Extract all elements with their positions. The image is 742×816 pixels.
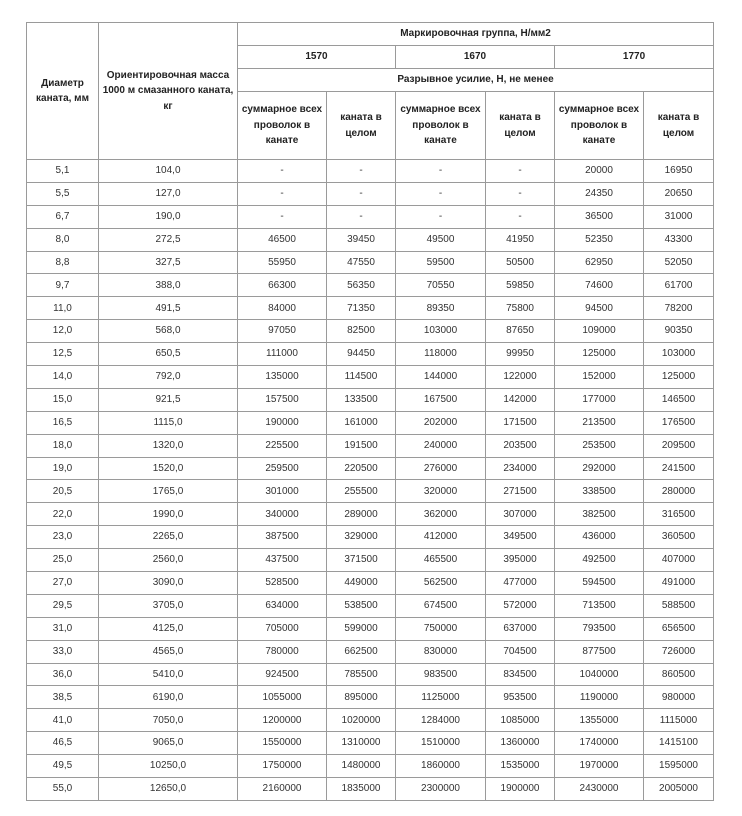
cell-1570-sum-wires: 924500 [238,663,327,686]
cell-1770-sum-wires: 1355000 [555,709,644,732]
cell-1670-sum-wires: 240000 [396,434,486,457]
cell-diameter: 6,7 [27,205,99,228]
cell-1570-sum-wires: 135000 [238,366,327,389]
cell-1770-rope-whole: 43300 [644,228,714,251]
cell-1570-sum-wires: 634000 [238,594,327,617]
cell-mass: 4125,0 [99,617,238,640]
cell-1770-rope-whole: 656500 [644,617,714,640]
cell-1770-sum-wires: 36500 [555,205,644,228]
cell-1670-sum-wires: 276000 [396,457,486,480]
cell-1570-sum-wires: 55950 [238,251,327,274]
cell-1770-sum-wires: 338500 [555,480,644,503]
cell-1570-sum-wires: - [238,160,327,183]
cell-1570-sum-wires: 1750000 [238,755,327,778]
cell-1770-rope-whole: 176500 [644,411,714,434]
cell-1670-sum-wires: 830000 [396,640,486,663]
cell-1670-sum-wires: - [396,160,486,183]
cell-1570-rope-whole: 785500 [327,663,396,686]
cell-1570-rope-whole: 662500 [327,640,396,663]
cell-1770-sum-wires: 436000 [555,526,644,549]
cell-1770-rope-whole: 980000 [644,686,714,709]
cell-1770-rope-whole: 20650 [644,182,714,205]
cell-1770-sum-wires: 1740000 [555,732,644,755]
cell-diameter: 25,0 [27,549,99,572]
cell-1570-sum-wires: 66300 [238,274,327,297]
cell-1670-rope-whole: 953500 [486,686,555,709]
cell-diameter: 23,0 [27,526,99,549]
cell-mass: 921,5 [99,388,238,411]
cell-1570-sum-wires: 46500 [238,228,327,251]
cell-1570-sum-wires: 190000 [238,411,327,434]
cell-1770-rope-whole: 726000 [644,640,714,663]
header-1670-sum-wires: суммарное всех проволок в канате [396,92,486,160]
cell-1770-rope-whole: 588500 [644,594,714,617]
cell-1670-rope-whole: 1085000 [486,709,555,732]
cell-1770-sum-wires: 109000 [555,320,644,343]
cell-mass: 792,0 [99,366,238,389]
table-row [27,205,714,228]
cell-mass: 5410,0 [99,663,238,686]
cell-1670-sum-wires: 1125000 [396,686,486,709]
cell-diameter: 41,0 [27,709,99,732]
cell-1770-rope-whole: 491000 [644,572,714,595]
cell-1770-sum-wires: 382500 [555,503,644,526]
cell-1770-rope-whole: 125000 [644,366,714,389]
cell-1570-rope-whole: 1480000 [327,755,396,778]
cell-mass: 190,0 [99,205,238,228]
cell-mass: 1990,0 [99,503,238,526]
cell-1570-rope-whole: 114500 [327,366,396,389]
cell-mass: 388,0 [99,274,238,297]
cell-diameter: 27,0 [27,572,99,595]
cell-1770-sum-wires: 793500 [555,617,644,640]
header-breaking-force: Разрывное усилие, Н, не менее [238,69,714,92]
cell-1570-sum-wires: 84000 [238,297,327,320]
cell-1670-sum-wires: 49500 [396,228,486,251]
cell-1570-rope-whole: 1835000 [327,778,396,801]
table-row [27,503,714,526]
cell-1570-sum-wires: 97050 [238,320,327,343]
cell-1670-sum-wires: 103000 [396,320,486,343]
cell-1570-rope-whole: 133500 [327,388,396,411]
cell-1570-sum-wires: 301000 [238,480,327,503]
cell-1770-rope-whole: 61700 [644,274,714,297]
cell-1770-sum-wires: 20000 [555,160,644,183]
cell-1670-rope-whole: 1900000 [486,778,555,801]
table-row [27,640,714,663]
cell-1770-rope-whole: 360500 [644,526,714,549]
table-row [27,686,714,709]
cell-1670-sum-wires: 983500 [396,663,486,686]
cell-diameter: 12,5 [27,343,99,366]
table-body [27,160,714,801]
cell-mass: 1115,0 [99,411,238,434]
cell-1570-sum-wires: 111000 [238,343,327,366]
cell-1670-rope-whole: 637000 [486,617,555,640]
cell-1770-sum-wires: 24350 [555,182,644,205]
table-row [27,549,714,572]
cell-1570-rope-whole: 39450 [327,228,396,251]
cell-mass: 4565,0 [99,640,238,663]
cell-1670-sum-wires: 562500 [396,572,486,595]
table-header [27,23,714,160]
cell-1570-rope-whole: 94450 [327,343,396,366]
cell-1770-sum-wires: 152000 [555,366,644,389]
cell-1770-sum-wires: 292000 [555,457,644,480]
header-group-1770: 1770 [555,46,714,69]
cell-1770-sum-wires: 492500 [555,549,644,572]
cell-1770-rope-whole: 1115000 [644,709,714,732]
table-row [27,388,714,411]
cell-1670-rope-whole: 395000 [486,549,555,572]
cell-1770-rope-whole: 407000 [644,549,714,572]
cell-1670-rope-whole: 234000 [486,457,555,480]
cell-mass: 650,5 [99,343,238,366]
table-row [27,160,714,183]
rope-strength-table-container [26,22,714,801]
cell-1570-rope-whole: 255500 [327,480,396,503]
cell-1670-sum-wires: - [396,205,486,228]
cell-1670-rope-whole: - [486,205,555,228]
cell-mass: 568,0 [99,320,238,343]
cell-diameter: 16,5 [27,411,99,434]
cell-1670-rope-whole: 1535000 [486,755,555,778]
cell-1570-rope-whole: 191500 [327,434,396,457]
cell-1570-rope-whole: 71350 [327,297,396,320]
cell-diameter: 55,0 [27,778,99,801]
table-row [27,411,714,434]
cell-diameter: 22,0 [27,503,99,526]
header-group-1670: 1670 [396,46,555,69]
cell-1670-sum-wires: 167500 [396,388,486,411]
cell-diameter: 15,0 [27,388,99,411]
cell-1770-rope-whole: 90350 [644,320,714,343]
table-row [27,755,714,778]
rope-strength-table [26,22,714,801]
cell-1770-rope-whole: 103000 [644,343,714,366]
cell-1570-rope-whole: 289000 [327,503,396,526]
cell-1670-sum-wires: 412000 [396,526,486,549]
cell-1670-sum-wires: 362000 [396,503,486,526]
header-1570-rope-whole: каната в целом [327,92,396,160]
cell-1570-rope-whole: 82500 [327,320,396,343]
cell-1570-sum-wires: - [238,182,327,205]
cell-mass: 3090,0 [99,572,238,595]
cell-1570-sum-wires: 2160000 [238,778,327,801]
cell-mass: 3705,0 [99,594,238,617]
header-mass: Ориентировочная масса 1000 м смазанного каната, кг [99,23,238,160]
table-row [27,228,714,251]
cell-1670-sum-wires: 320000 [396,480,486,503]
cell-diameter: 20,5 [27,480,99,503]
cell-mass: 2265,0 [99,526,238,549]
cell-1570-rope-whole: 449000 [327,572,396,595]
table-row [27,274,714,297]
cell-1670-sum-wires: 202000 [396,411,486,434]
cell-1670-rope-whole: 87650 [486,320,555,343]
cell-1670-rope-whole: 75800 [486,297,555,320]
cell-1770-sum-wires: 125000 [555,343,644,366]
cell-1570-sum-wires: 528500 [238,572,327,595]
table-row [27,617,714,640]
cell-diameter: 5,5 [27,182,99,205]
cell-1770-sum-wires: 2430000 [555,778,644,801]
cell-1570-sum-wires: 1550000 [238,732,327,755]
cell-1570-rope-whole: 371500 [327,549,396,572]
cell-1570-rope-whole: - [327,205,396,228]
cell-diameter: 19,0 [27,457,99,480]
cell-1670-sum-wires: 1284000 [396,709,486,732]
cell-diameter: 46,5 [27,732,99,755]
cell-1770-rope-whole: 1415100 [644,732,714,755]
cell-1570-rope-whole: 47550 [327,251,396,274]
table-row [27,663,714,686]
cell-1670-rope-whole: 834500 [486,663,555,686]
cell-1670-rope-whole: 142000 [486,388,555,411]
cell-diameter: 5,1 [27,160,99,183]
cell-1570-rope-whole: 538500 [327,594,396,617]
cell-1670-rope-whole: 477000 [486,572,555,595]
cell-1770-rope-whole: 31000 [644,205,714,228]
cell-1570-sum-wires: 705000 [238,617,327,640]
header-1770-sum-wires: суммарное всех проволок в канате [555,92,644,160]
cell-mass: 2560,0 [99,549,238,572]
cell-mass: 1320,0 [99,434,238,457]
cell-1670-rope-whole: - [486,182,555,205]
cell-diameter: 14,0 [27,366,99,389]
cell-1770-rope-whole: 316500 [644,503,714,526]
table-row [27,480,714,503]
cell-1770-rope-whole: 78200 [644,297,714,320]
cell-1670-rope-whole: 307000 [486,503,555,526]
table-row [27,297,714,320]
cell-1570-rope-whole: - [327,182,396,205]
table-row [27,572,714,595]
header-1670-rope-whole: каната в целом [486,92,555,160]
cell-1670-sum-wires: 1510000 [396,732,486,755]
cell-1770-rope-whole: 241500 [644,457,714,480]
cell-1670-rope-whole: 59850 [486,274,555,297]
cell-mass: 491,5 [99,297,238,320]
cell-1770-rope-whole: 1595000 [644,755,714,778]
cell-1770-sum-wires: 253500 [555,434,644,457]
cell-1570-sum-wires: 1055000 [238,686,327,709]
cell-1570-sum-wires: 780000 [238,640,327,663]
table-row [27,709,714,732]
cell-mass: 104,0 [99,160,238,183]
cell-mass: 12650,0 [99,778,238,801]
cell-1570-rope-whole: - [327,160,396,183]
cell-1670-rope-whole: 704500 [486,640,555,663]
cell-1770-sum-wires: 713500 [555,594,644,617]
header-1770-rope-whole: каната в целом [644,92,714,160]
table-row [27,251,714,274]
cell-1770-sum-wires: 213500 [555,411,644,434]
cell-mass: 1765,0 [99,480,238,503]
cell-1670-rope-whole: 572000 [486,594,555,617]
cell-1570-sum-wires: 437500 [238,549,327,572]
cell-diameter: 36,0 [27,663,99,686]
cell-1570-rope-whole: 220500 [327,457,396,480]
cell-1570-rope-whole: 56350 [327,274,396,297]
cell-1570-sum-wires: 157500 [238,388,327,411]
cell-1670-sum-wires: 2300000 [396,778,486,801]
table-row [27,457,714,480]
cell-1670-rope-whole: 203500 [486,434,555,457]
cell-1570-sum-wires: 340000 [238,503,327,526]
cell-1770-rope-whole: 2005000 [644,778,714,801]
cell-1670-rope-whole: 122000 [486,366,555,389]
cell-1770-rope-whole: 860500 [644,663,714,686]
cell-1770-rope-whole: 209500 [644,434,714,457]
cell-1670-sum-wires: 59500 [396,251,486,274]
table-row [27,594,714,617]
cell-1670-sum-wires: 70550 [396,274,486,297]
cell-1670-rope-whole: 50500 [486,251,555,274]
cell-mass: 10250,0 [99,755,238,778]
cell-1570-rope-whole: 161000 [327,411,396,434]
cell-1570-rope-whole: 329000 [327,526,396,549]
cell-mass: 272,5 [99,228,238,251]
cell-1670-sum-wires: 118000 [396,343,486,366]
cell-diameter: 12,0 [27,320,99,343]
cell-1570-rope-whole: 599000 [327,617,396,640]
cell-1670-rope-whole: 271500 [486,480,555,503]
table-row [27,343,714,366]
cell-1670-rope-whole: 41950 [486,228,555,251]
table-row [27,526,714,549]
cell-1770-sum-wires: 877500 [555,640,644,663]
header-marking-group: Маркировочная группа, Н/мм2 [238,23,714,46]
cell-mass: 127,0 [99,182,238,205]
cell-mass: 327,5 [99,251,238,274]
cell-1570-rope-whole: 1310000 [327,732,396,755]
cell-1570-sum-wires: 1200000 [238,709,327,732]
cell-diameter: 8,8 [27,251,99,274]
table-row [27,182,714,205]
cell-1670-rope-whole: - [486,160,555,183]
cell-1570-sum-wires: 225500 [238,434,327,457]
cell-1670-sum-wires: 674500 [396,594,486,617]
table-row [27,366,714,389]
table-row [27,434,714,457]
cell-1770-sum-wires: 62950 [555,251,644,274]
cell-1670-rope-whole: 99950 [486,343,555,366]
cell-1770-sum-wires: 74600 [555,274,644,297]
cell-1770-sum-wires: 594500 [555,572,644,595]
cell-1770-rope-whole: 146500 [644,388,714,411]
cell-1670-rope-whole: 349500 [486,526,555,549]
cell-1770-sum-wires: 1040000 [555,663,644,686]
cell-1670-rope-whole: 171500 [486,411,555,434]
cell-diameter: 38,5 [27,686,99,709]
cell-1570-sum-wires: - [238,205,327,228]
cell-diameter: 8,0 [27,228,99,251]
table-row [27,320,714,343]
cell-1770-sum-wires: 52350 [555,228,644,251]
cell-mass: 7050,0 [99,709,238,732]
cell-1670-sum-wires: - [396,182,486,205]
cell-diameter: 11,0 [27,297,99,320]
cell-diameter: 29,5 [27,594,99,617]
cell-1570-rope-whole: 1020000 [327,709,396,732]
cell-diameter: 33,0 [27,640,99,663]
cell-1770-sum-wires: 177000 [555,388,644,411]
cell-diameter: 31,0 [27,617,99,640]
cell-mass: 6190,0 [99,686,238,709]
table-row [27,778,714,801]
cell-1770-rope-whole: 16950 [644,160,714,183]
header-group-1570: 1570 [238,46,396,69]
cell-1770-sum-wires: 1970000 [555,755,644,778]
cell-1770-rope-whole: 52050 [644,251,714,274]
cell-diameter: 49,5 [27,755,99,778]
header-diameter: Диаметр каната, мм [27,23,99,160]
cell-diameter: 9,7 [27,274,99,297]
header-1570-sum-wires: суммарное всех проволок в канате [238,92,327,160]
cell-1770-sum-wires: 1190000 [555,686,644,709]
cell-1670-sum-wires: 750000 [396,617,486,640]
cell-1670-sum-wires: 1860000 [396,755,486,778]
cell-1570-sum-wires: 387500 [238,526,327,549]
cell-1770-sum-wires: 94500 [555,297,644,320]
cell-1670-sum-wires: 144000 [396,366,486,389]
cell-1670-sum-wires: 465500 [396,549,486,572]
cell-1670-sum-wires: 89350 [396,297,486,320]
table-row [27,732,714,755]
cell-mass: 1520,0 [99,457,238,480]
cell-1570-sum-wires: 259500 [238,457,327,480]
cell-1570-rope-whole: 895000 [327,686,396,709]
cell-mass: 9065,0 [99,732,238,755]
cell-diameter: 18,0 [27,434,99,457]
cell-1770-rope-whole: 280000 [644,480,714,503]
cell-1670-rope-whole: 1360000 [486,732,555,755]
